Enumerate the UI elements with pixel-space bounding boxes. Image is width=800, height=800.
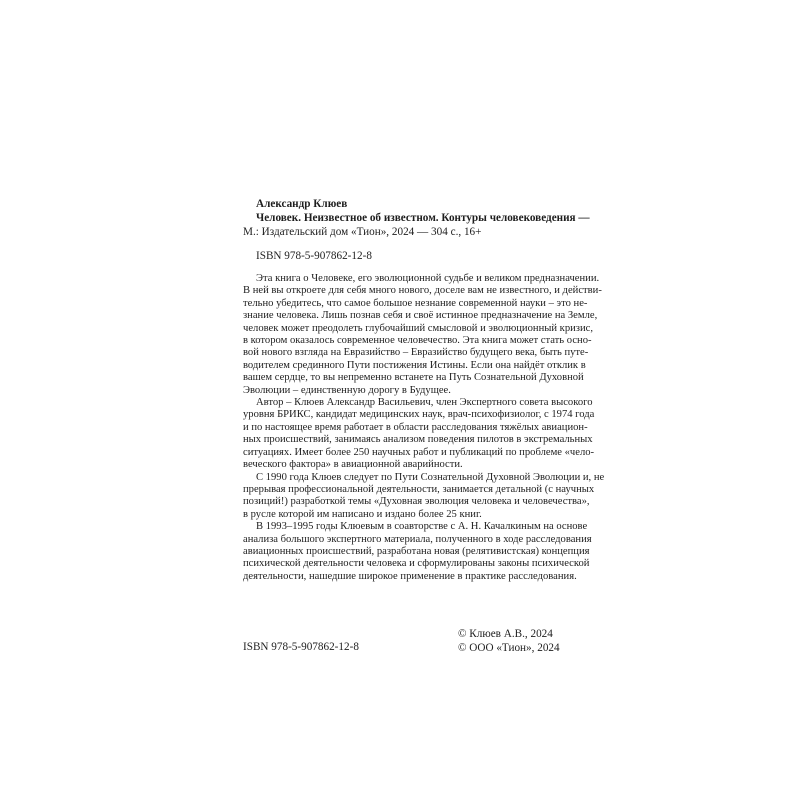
copyright-author: © Клюев А.В., 2024 [458,628,553,640]
annotation-line: Автор – Клюев Александр Васильевич, член Экспертного совета высокого [256,397,593,409]
annotation-paragraph [243,397,595,471]
annotation-paragraph [243,273,602,397]
annotation-paragraph [243,521,592,583]
annotation-line: Эта книга о Человеке, его эволюционной судьбе и великом предназначении. [256,273,600,284]
bibliographic-header [243,197,590,239]
annotation-line: человек может преодолеть глубочайший смысловой и эволюционный кризис, [243,322,593,334]
annotation-line: знание человека. Лишь познав себя и своё истинное предназначение на Земле, [243,310,598,322]
annotation-line: С 1990 года Клюев следует по Пути Сознательной Духовной Эволюции и, не [256,471,605,483]
annotation-line: веческого фактора» в авиационной аварийности. [243,459,463,471]
annotation-text [243,273,605,583]
book-title: Человек. Неизвестное об известном. Контуры человековедения — [256,212,590,224]
annotation-line: ных происшествий, занимаясь анализом поведения пилотов в экстремальных [243,434,593,446]
annotation-line: позиций!) разработкой темы «Духовная эволюция человека и человечества», [243,496,590,508]
annotation-line: авиационных происшествий, разработана новая (релятивистская) концепция [243,545,590,557]
author-name: Александр Клюев [256,198,348,210]
annotation-line: прерывая профессиональной деятельности, занимается детальной (с научных [243,483,595,495]
annotation-line: уровня БРИКС, кандидат медицинских наук, врач-психофизиолог, с 1974 года [243,409,595,421]
isbn-bottom: ISBN 978-5-907862-12-8 [243,641,359,653]
annotation-line: В ней вы откроете для себя много нового, доселе вам не известного, и действи- [243,285,602,297]
annotation-line: ситуациях. Имеет более 250 научных работ и публикаций по проблеме «чело- [243,446,595,458]
copyright-publisher: © ООО «Тион», 2024 [458,642,560,654]
annotation-line: деятельности, нашедшие широкое применение в практике расследования. [243,570,577,582]
annotation-line: в котором оказалось современное человечество. Эта книга может стать осно- [243,335,592,347]
annotation-line: и по настоящее время работает в области расследования тяжёлых авиацион- [243,421,588,433]
annotation-line: вашем сердце, то вы непременно встанете на Путь Сознательной Духовной [243,372,584,384]
annotation-paragraph [243,471,605,522]
annotation-line: психической деятельности человека и сформулированы законы психической [243,558,590,570]
annotation-line: в русле которой им написано и издано более 25 книг. [243,508,482,520]
annotation-line: водителем срединного Пути постижения Истины. Если она найдёт отклик в [243,359,586,371]
annotation-line: вой нового взгляда на Евразийство – Евразийство будущего века, быть путе- [243,347,589,359]
annotation-line: В 1993–1995 годы Клюевым в соавторстве с А. Н. Качалкиным на основе [256,521,588,533]
annotation-line: тельно убедитесь, что самое большое незнание современной науки – это не- [243,297,588,309]
publisher-imprint: М.: Издательский дом «Тион», 2024 — 304 с., 16+ [243,226,482,238]
annotation-line: анализа большого экспертного материала, полученного в ходе расследования [243,533,592,545]
annotation-line: Эволюции – единственную дорогу в Будущее. [243,384,451,396]
copyright-notices [458,627,560,655]
isbn-top: ISBN 978-5-907862-12-8 [256,250,372,262]
